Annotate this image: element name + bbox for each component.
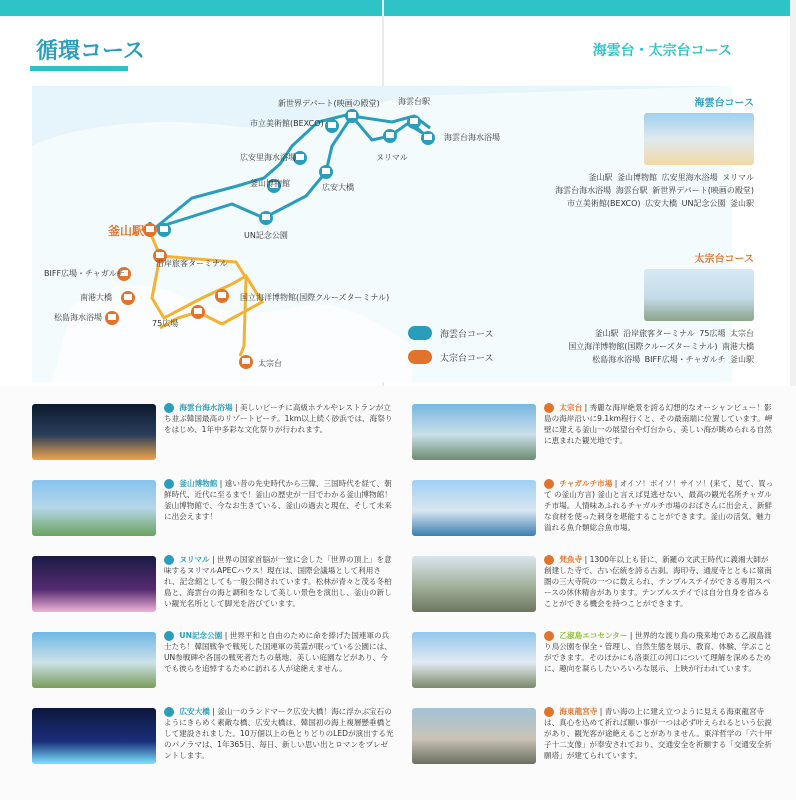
spot-thumb [412,556,536,612]
bus-icon [544,555,554,565]
label-bexco: 市立美術館(BEXCO) [250,119,324,128]
taejongdae-stop: BIFF広場・チャガルチ [644,355,726,364]
label-75: 75広場 [152,319,179,328]
course-title: 海雲台・太宗台コース [592,43,732,59]
spot-desc: 世界平和と自由のために命を捧げた国連軍の兵士たち！韓国戦争で戦死した国連軍の英霊が眠っている公園には、UN参戦碑や各国の戦死者たちの墓地、美しい庭園などがあり、今でも彼らを追悼するために訪れる人が途絶えません。 [164,631,392,673]
spot-thumb [412,632,536,688]
station-icon-haeundae-station [407,115,421,129]
spot-thumb [32,556,156,612]
taejongdae-stop: 釜山駅 [594,329,619,338]
spot-text: 梵魚寺 | 1300年以上も昔に、新羅の文武王時代に義湘大師が創建した寺で、古い伝統を誇る古刹。海印寺、通度寺とともに嶺南圏の三大寺院の一つに数えられ、テンプルステイができる専用スペースの休休精舎があります。テンプルステイでは自分自身を省みることができる機会を持つことができます。 [544,555,772,608]
station-icon-songdo [105,311,119,325]
spot-name: チャガルチ市場 [559,479,613,488]
spot-section [0,386,796,800]
spot-card-right [412,702,772,772]
haeundae-stop: 広安大橋 [645,199,678,208]
spot-card-right [412,474,772,544]
spot-text: チャガルチ市場 | オイソ！ボイソ！サイソ！(来て、見て、買って の釜山方言) 釜山と言えば見逃せない、最高の観光名所チャガルチ市場。人情味あふれるチャガルチ市場のおばさんに出会え、新鮮な食材を使った刺身を堪能することができます。釜山の活気、魅力溢れる魚介類総合魚市場。 [544,479,774,532]
taejongdae-stop: 太宗台 [730,329,754,338]
spot-card-left [32,626,392,696]
station-icon-taejongdae [239,355,253,369]
label-biff: BIFF広場・チャガルチ [44,269,125,278]
spot-text: 海雲台海水浴場 | 美しいビーチに高級ホテルやレストランが立ち並ぶ韓国最高のリゾートビーチ。1km以上続く砂浜では、海祭りをはじめ、1年中多彩な文化祭りが行われます。 [164,403,393,434]
station-icon-shinsegae [345,109,359,123]
label-haeundae-station: 海雲台駅 [398,97,430,106]
taejongdae-stop: 南港大橋 [722,342,754,351]
haeundae-stop: UN記念公園 [681,199,726,208]
spot-card-left [32,474,392,544]
spot-name: 広安大橋 [179,707,210,716]
bus-icon [544,479,554,489]
spot-name: 釜山博物館 [179,479,218,488]
spot-desc: 1300年以上も昔に、新羅の文武王時代に義湘大師が創建した寺で、古い伝統を誇る古刹。海印寺、通度寺とともに嶺南圏の三大寺院の一つに数えられ、テンプルステイができる専用スペースの休休精舎があります。テンプルステイでは自分自身を省みることができる機会を持つことができます。 [544,555,772,608]
route-map [32,86,754,382]
haeundae-stops [548,171,754,210]
haeundae-photo [644,113,754,165]
title-underline [30,66,128,71]
spot-thumb [412,404,536,460]
legend-haeundae [408,324,494,342]
label-nurimaru: ヌリマル [376,153,408,162]
spot-thumb [32,708,156,764]
label-un: UN記念公園 [244,231,288,240]
spot-text: 広安大橋 | 釜山一のランドマーク広安大橋！海に浮かぶ宝石のようにきらめく素敵な橋、広安大橋は、韓国初の海上複層懸垂橋として建設されました。10万個以上の色とりどりのLEDが演出する光のパノラマは、1年365日、毎日、新しい思い出とロマンをプレゼントします。 [164,707,394,760]
spot-thumb [32,480,156,536]
spot-name: UN記念公園 [179,631,223,640]
haeundae-stop: 海雲台海水浴場 [555,186,612,195]
bus-icon [164,403,174,413]
spot-desc: 釜山一のランドマーク広安大橋！海に浮かぶ宝石のようにきらめく素敵な橋、広安大橋は、韓国初の海上複層懸垂橋として建設されました。10万個以上の色とりどりのLEDが演出する光のパノラマは、1年365日、毎日、新しい思い出とロマンをプレゼントします。 [164,707,394,760]
spot-desc: 美しいビーチに高級ホテルやレストランが立ち並ぶ韓国最高のリゾートビーチ。1km以上続く砂浜では、海祭りをはじめ、1年中多彩な文化祭りが行われます。 [164,403,393,434]
spot-name: 海雲台海水浴場 [179,403,233,412]
taejongdae-stop: 75広場 [699,329,726,338]
spot-text: ヌリマル | 世界の国家首脳が一堂に会した「世界の頂上」を意味するヌリマルAPECハウス！現在は、国際会議場として利用され、記念館としても一般公開されています。松林が青々と茂る冬柏島と、海雲台の海と調和をなして美しい景色を演出し、釜山の新しい観光名所として脚光を浴びています。 [164,555,392,608]
haeundae-stop: 新世界デパート(映画の殿堂) [652,186,754,195]
spot-text: UN記念公園 | 世界平和と自由のために命を捧げた国連軍の兵士たち！韓国戦争で戦死した国連軍の英霊が眠っている公園には、UN参戦碑や各国の戦死者たちの墓地、美しい庭園などがあり、今でも彼らを追悼するために訪れる人が途絶えません。 [164,631,392,673]
spot-desc: オイソ！ボイソ！サイソ！(来て、見て、買って の釜山方言) 釜山と言えば見逃せない、最高の観光名所チャガルチ市場。人情味あふれるチャガルチ市場のおばさんに出会え、新鮮な食材を使った刺身を堪能することができます。釜山の活気、魅力溢れる魚介類総合魚市場。 [544,479,774,532]
taejongdae-stop: 釜山駅 [730,355,754,364]
spot-card-right [412,550,772,620]
spot-name: 乙淑島エコセンター [559,631,628,640]
spot-name: 海東龍宮寺 [559,707,598,716]
label-gwangan-beach: 広安里海水浴場 [240,153,296,162]
spot-text: 釜山博物館 | 遠い昔の先史時代から三韓、三国時代を経て、朝鮮時代、近代に至るまで！釜山の歴史が一目でわかる釜山博物館！釜山博物館で、今なお生きている、釜山の過去と現在、そして未来に出会えます！ [164,479,392,521]
label-busan-museum: 釜山博物館 [250,179,290,188]
spot-card-left [32,702,392,772]
spot-desc: 遠い昔の先史時代から三韓、三国時代を経て、朝鮮時代、近代に至るまで！釜山の歴史が一目でわかる釜山博物館！釜山博物館で、今なお生きている、釜山の過去と現在、そして未来に出会えます！ [164,479,392,521]
spot-name: 梵魚寺 [559,555,583,564]
spot-thumb [32,632,156,688]
taejongdae-stop: 松島海水浴場 [592,355,641,364]
bus-icon [164,555,174,565]
haeundae-stop: 海雲台駅 [615,186,648,195]
station-icon-busan-station-blue [157,223,171,237]
bus-icon [164,479,174,489]
taejongdae-stop: 国立海洋博物館(国際クルーズターミナル) [568,342,718,351]
taejongdae-stops [548,327,754,366]
haeundae-stop: 釜山駅 [588,173,613,182]
station-icon-un [259,211,273,225]
station-icon-bexco [325,119,339,133]
spot-card-left [32,398,392,468]
spot-text: 太宗台 | 秀麗な海岸絶景を誇る幻想的なオーシャンビュー！影島の海岸沿いに9.1km程行くと、その最南端に位置しています。岬壁に建える釜山一の展望台や灯台から、美しい海が眺められる自然に恵まれた観光地です。 [544,403,773,445]
bus-icon [544,707,554,717]
spot-card-right [412,398,772,468]
spot-text: 海東龍宮寺 | 青い海の上に建え立つように見える海東龍宮寺は、真心を込めて祈れば願い事が一つは必ず叶えられるという伝説があり、観光客が途絶えることがありません。東洋哲学の「六十甲子十二支像」が奉安されており、交通安全を祈願する「交通安全祈願塔」が建てられています。 [544,707,773,760]
station-icon-gwangan-bridge [319,165,333,179]
top-color-bar [0,0,796,16]
haeundae-stop: 市立美術館(BEXCO) [566,199,641,208]
spot-desc: 秀麗な海岸絶景を誇る幻想的なオーシャンビュー！影島の海岸沿いに9.1km程行くと、その最南端に位置しています。岬壁に建える釜山一の展望台や灯台から、美しい海が眺められる自然に恵まれた観光地です。 [544,403,773,445]
haeundae-stop: ヌリマル [722,173,754,182]
spot-name: ヌリマル [179,555,210,564]
spot-card-right [412,626,772,696]
taejongdae-stop: 沿岸旅客ターミナル [623,329,695,338]
legend-haeundae-label: 海雲台コース [440,329,494,340]
spot-text: 乙淑島エコセンター | 世界的な渡り鳥の飛来地である乙淑島渡り鳥公園を保全・管理し、自然生態を展示、教育、体験、学ぶことができます。そのほかにも洛東江の河口について理解を深めるために、趣向を凝らしたいろいろな展示、上映が行われています。 [544,631,772,673]
spot-desc: 青い海の上に建え立つように見える海東龍宮寺は、真心を込めて祈れば願い事が一つは必ず叶えられるという伝説があり、観光客が途絶えることがありません。東洋哲学の「六十甲子十二支像」が奉安されており、交通安全を祈願する「交通安全祈願塔」が建てられています。 [544,707,773,760]
label-haeundae-beach: 海雲台海水浴場 [444,133,500,142]
spot-thumb [412,480,536,536]
spot-thumb [32,404,156,460]
station-icon-nampo [121,291,135,305]
label-gwangan-bridge: 広安大橋 [322,183,354,192]
bus-icon [544,403,554,413]
label-nampo: 南港大橋 [80,293,112,302]
label-taejongdae: 太宗台 [258,359,282,368]
taejongdae-photo [644,269,754,321]
bus-icon-taejongdae [408,350,432,364]
label-busan-station: 釜山駅 [108,224,145,238]
map-legend [408,324,494,372]
spot-card-left [32,550,392,620]
spot-name: 太宗台 [559,403,583,412]
spot-thumb [412,708,536,764]
page-title: 循環コース [36,39,145,64]
bus-icon [164,707,174,717]
legend-taejongdae-label: 太宗台コース [440,353,494,364]
haeundae-course-panel [548,94,754,210]
station-icon-75 [191,305,205,319]
station-icon-museum [215,289,229,303]
spot-desc: 世界的な渡り鳥の飛来地である乙淑島渡り鳥公園を保全・管理し、自然生態を展示、教育、体験、学ぶことができます。そのほかにも洛東江の河口について理解を深めるために、趣向を凝らしたいろいろな展示、上映が行われています。 [544,631,772,673]
bus-icon-haeundae [408,326,432,340]
label-songdo: 松島海水浴場 [54,313,102,322]
haeundae-stop: 釜山博物館 [617,173,658,182]
bus-icon [544,631,554,641]
station-icon-nurimaru [383,129,397,143]
label-terminal: 沿岸旅客ターミナル [156,259,228,268]
label-museum: 国立海洋博物館(国際クルーズターミナル) [240,293,390,302]
bus-icon [164,631,174,641]
taejongdae-course-title: 太宗台コース [694,254,754,265]
haeundae-stop: 広安里海水浴場 [661,173,718,182]
haeundae-course-title: 海雲台コース [694,98,754,109]
station-icon-busan-station-orange [143,223,157,237]
legend-taejongdae [408,348,494,366]
spot-desc: 世界の国家首脳が一堂に会した「世界の頂上」を意味するヌリマルAPECハウス！現在は、国際会議場として利用され、記念館としても一般公開されています。松林が青々と茂る冬柏島と、海雲台の海と調和をなして美しい景色を演出し、釜山の新しい観光名所として脚光を浴びています。 [164,555,392,608]
station-icon-haeundae-beach [421,131,435,145]
haeundae-stop: 釜山駅 [730,199,754,208]
label-shinsegae: 新世界デパート(映画の殿堂) [278,99,380,108]
taejongdae-course-panel [548,250,754,366]
